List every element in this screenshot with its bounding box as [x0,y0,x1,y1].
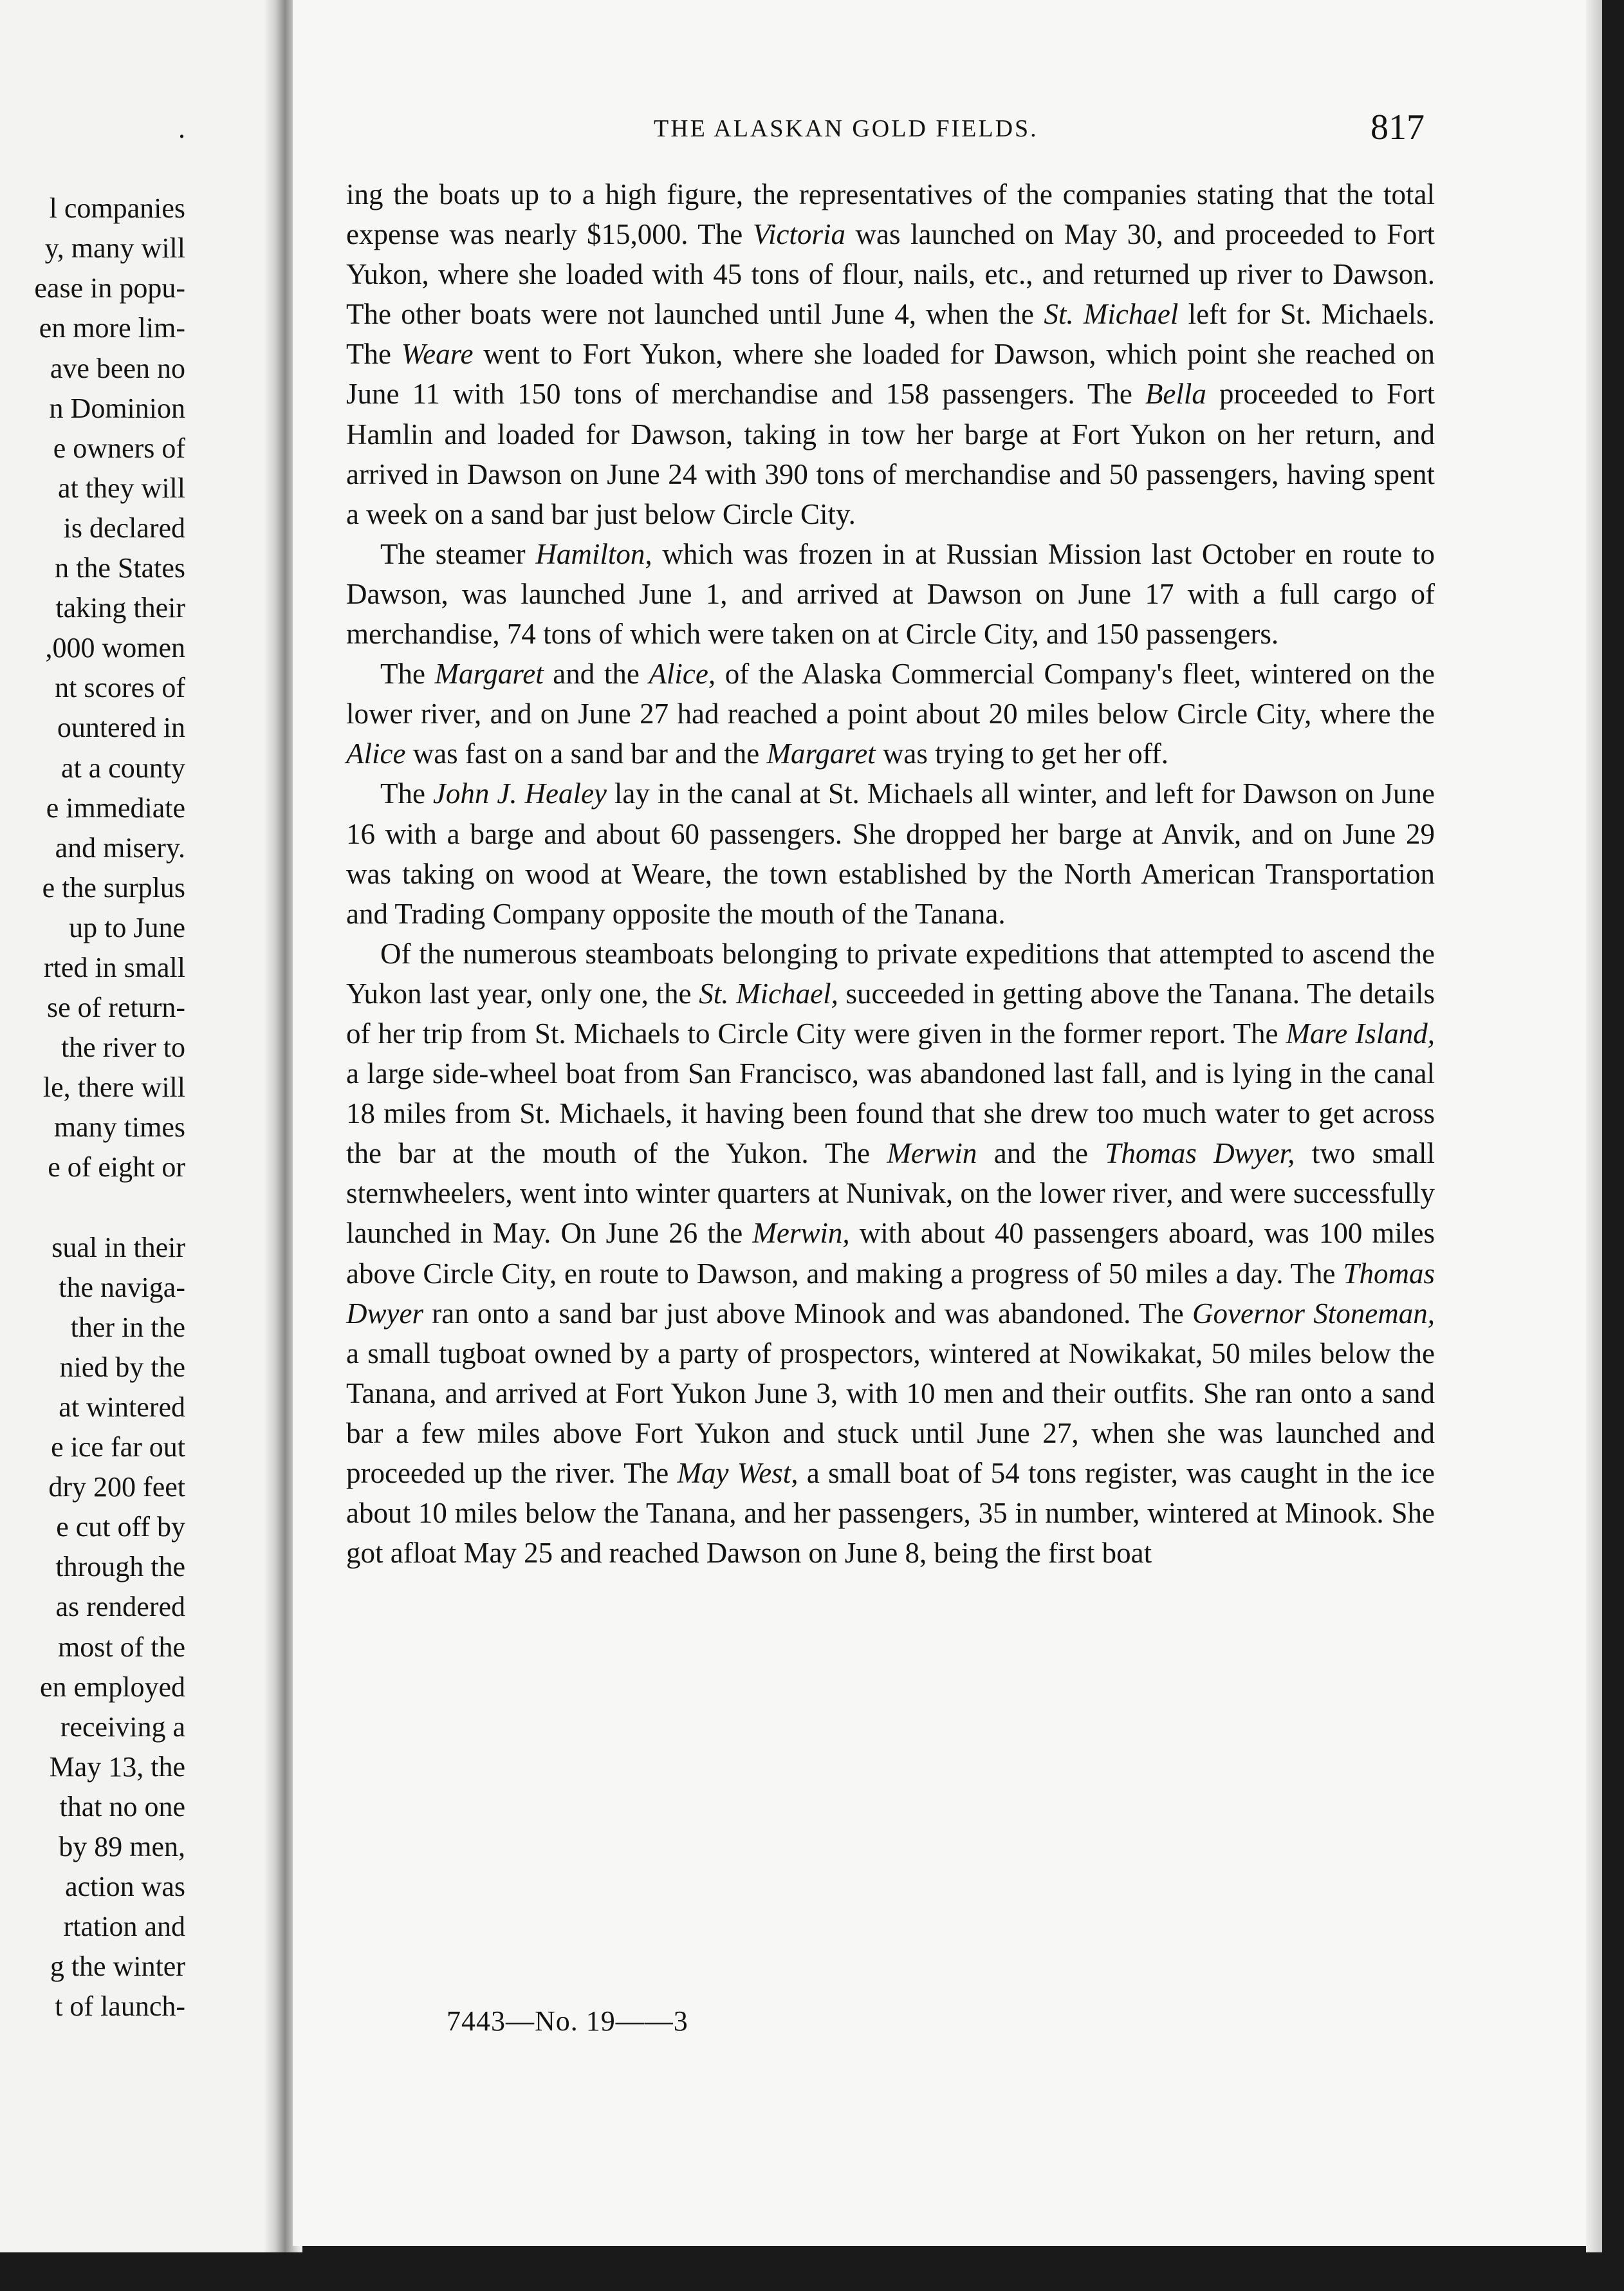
text-run: proceeded to Fort Hamlin and loaded for Dawson, taking in tow her barge at Fort Yukon on her return, and arrived in Dawson on June 24 with 390 tons of merchandise and 50 passengers, having spent a week on a sand bar just below Circle City. [346,378,1435,530]
text-run: left for St. Michaels. The [346,298,1435,371]
left-column-line: many times [53,1111,185,1144]
left-column-line: l companies [49,192,185,225]
vessel-name: Merwin, [752,1217,850,1250]
text-run: a large side-wheel boat from San Francisco, was abandoned last fall, and is lying in the canal 18 miles from St. Michaels, it having been found that she drew too much water to get across the bar at the mouth of the Yukon. The [346,1057,1435,1170]
left-column-line: le, there will [42,1071,185,1104]
vessel-name: Bella [1145,378,1206,411]
left-column-line: e of eight or [48,1151,185,1183]
scan-background [0,2252,1624,2291]
left-column-line: se of return- [46,992,185,1024]
left-column-line: g the winter [50,1951,185,1983]
text-run: of the Alaska Commercial Company's fleet, wintered on the lower river, and on June 27 had reached a point about 20 miles below Circle City, where the [346,658,1435,730]
left-column-line: rtation and [63,1911,185,1943]
vessel-name: Margaret [766,737,876,770]
left-column-line: en employed [39,1671,185,1703]
left-column-line [0,1188,185,1228]
left-facing-page [0,0,275,2291]
left-column-line: e the surplus [42,871,185,904]
left-column-line: taking their [55,592,185,624]
left-column-line: most of the [58,1631,185,1663]
left-column-line: ave been no [50,352,185,384]
body-text [346,174,1435,1573]
left-column-line: ,000 women [45,632,185,664]
text-run: The [380,658,435,691]
text-run: was fast on a sand bar and the [405,737,767,770]
vessel-name: Thomas Dwyer [346,1257,1435,1330]
left-column-line: t of launch- [55,1990,185,2023]
text-run: ran onto a sand bar just above Minook and was abandoned. The [423,1297,1193,1330]
text-run: lay in the canal at St. Michaels all winter, and left for Dawson on June 16 with a barge and about 60 passengers. She dropped her barge at Anvik, and on June 29 was taking on wood at Weare, the town established by the North American Transportation and Trading Company opposite the mouth of the Tanana. [346,777,1435,930]
paragraph [346,774,1435,933]
running-head: THE ALASKAN GOLD FIELDS. [654,115,1038,142]
text-run: and the [543,658,649,691]
left-column-line: receiving a [60,1711,185,1743]
left-column-line: by 89 men, [59,1831,185,1863]
left-column-line: the river to [60,1032,185,1064]
left-column-line: rted in small [44,951,185,983]
text-run: succeeded in getting above the Tanana. The details of her trip from St. Michaels to Circle City were given in the former report. The [346,977,1435,1050]
left-column-line: at a county [60,752,185,784]
left-column-line: through the [55,1551,185,1583]
left-column-line: e ice far out [51,1431,185,1463]
left-page-text-column [0,109,185,2027]
left-column-line: ountered in [57,712,185,744]
text-run: which was frozen in at Russian Mission last October en route to Dawson, was launched June 1, and arrived at Dawson on June 17 with a full cargo of merchandise, 74 tons of which were taken on at Circle City, and 150 passengers. [346,537,1435,651]
page-number: 817 [1370,107,1425,147]
vessel-name: Mare Island, [1286,1017,1435,1050]
text-run: was launched on May 30, and proceeded to Fort Yukon, where she loaded with 45 tons of flour, nails, etc., and returned up river to Dawson. The other boats were not launched until June 4, when the [346,218,1435,331]
left-column-line: ease in popu- [34,272,185,304]
vessel-name: Victoria [752,218,845,251]
page-edge-shadow [1586,0,1602,2252]
left-column-line: nied by the [59,1351,185,1383]
text-run: a small tugboat owned by a party of prospectors, wintered at Nowikakat, 50 miles below the Tanana, and arrived at Fort Yukon June 3, with 10 men and their outfits. She ran onto a sand bar a few miles above Fort Yukon and stuck until June 27, when she was launched and proceeded up the river. The [346,1337,1435,1489]
vessel-name: Weare [401,338,474,371]
text-run: with about 40 passengers aboard, was 100 miles above Circle City, en route to Dawson, and making a progress of 50 miles a day. The [346,1217,1435,1290]
text-run: Of the numerous steamboats belonging to private expeditions that attempted to ascend the Yukon last year, only one, the [346,937,1435,1010]
text-run: went to Fort Yukon, where she loaded for Dawson, which point she reached on June 11 with 150 tons of merchandise and 158 passengers. The [346,338,1435,411]
vessel-name: Thomas Dwyer, [1105,1137,1295,1170]
left-column-line: y, many will [44,232,185,264]
vessel-name: Hamilton, [535,537,652,570]
left-column-line: the naviga- [59,1271,185,1303]
vessel-name: St. Michael, [699,977,838,1010]
paragraph [346,534,1435,654]
text-run: a small boat of 54 tons register, was caught in the ice about 10 miles below the Tanana, and her passengers, 35 in number, wintered at Minook. She got afloat May 25 and reached Dawson on June 8, being the first boat [346,1457,1435,1570]
left-column-line: action was [65,1871,185,1903]
left-column-line: is declared [63,512,185,544]
text-run: and the [977,1137,1105,1170]
left-column-line: dry 200 feet [48,1471,185,1503]
vessel-name: Governor Stoneman, [1192,1297,1435,1330]
left-column-line: at they will [58,472,185,504]
left-column-line: e owners of [53,432,185,464]
paragraph [346,174,1435,534]
vessel-name: St. Michael [1044,298,1179,331]
left-column-line: n Dominion [49,392,185,424]
text-run: was trying to get her off. [875,737,1169,770]
left-column-line: up to June [69,911,185,943]
text-run: The steamer [380,537,536,570]
left-column-line: as rendered [55,1591,185,1623]
left-column-line: sual in their [51,1231,185,1263]
left-column-line: ther in the [70,1311,185,1343]
paragraph [346,654,1435,774]
vessel-name: May West, [677,1457,798,1489]
left-column-line: e immediate [46,792,185,824]
left-column-line: nt scores of [55,672,185,704]
left-column-line: and misery. [55,831,185,864]
text-run: The [380,777,433,810]
vessel-name: John J. Healey [432,777,607,810]
signature-mark: 7443—No. 19——3 [447,2005,688,2037]
left-column-line: e cut off by [56,1511,185,1543]
text-run: two small sternwheelers, went into winter quarters at Nunivak, on the lower river, and were successfully launched in May. On June 26 the [346,1137,1435,1250]
vessel-name: Margaret [434,658,544,691]
left-column-line: . [178,113,185,144]
left-column-line: that no one [59,1790,185,1823]
vessel-name: Alice, [649,658,716,691]
paragraph [346,934,1435,1573]
vessel-name: Merwin [887,1137,977,1170]
left-column-line: n the States [55,552,185,584]
left-column-line: at wintered [59,1391,185,1423]
left-column-line [0,149,185,189]
left-column-line: May 13, the [49,1750,185,1783]
left-column-line: en more lim- [39,312,185,344]
vessel-name: Alice [346,737,406,770]
text-run: ing the boats up to a high figure, the representatives of the companies stating that the total expense was nearly $15,000. The [346,178,1435,251]
